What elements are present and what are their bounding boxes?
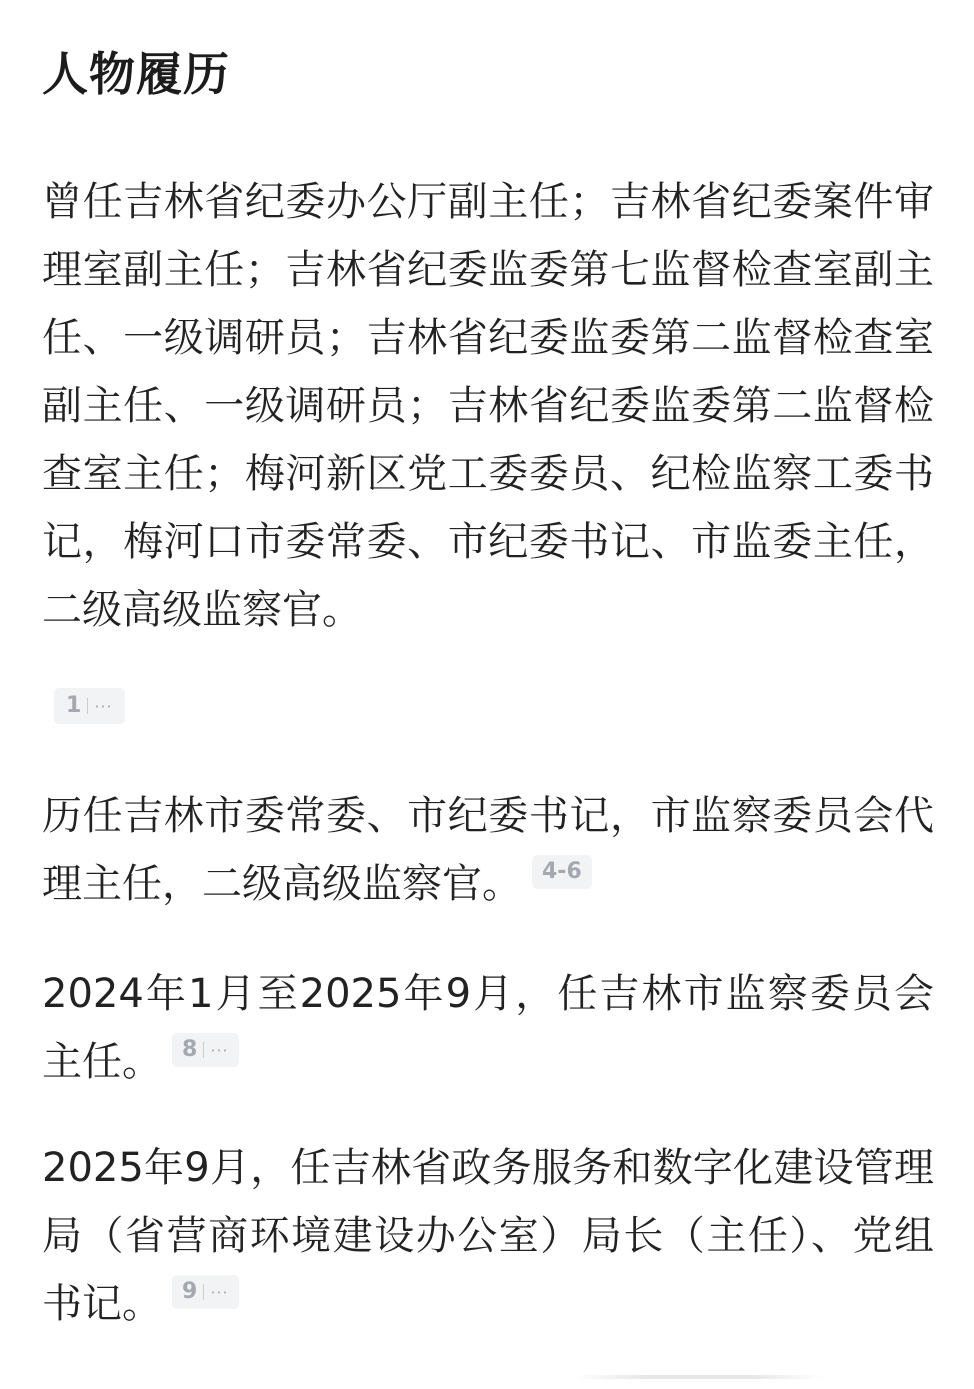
citation-ref-9-number: 9 [182,1279,198,1304]
career-paragraph-2 [42,782,934,918]
scroll-indicator [0,1359,974,1389]
career-paragraph-3 [42,960,934,1096]
career-paragraph-4 [42,1134,934,1338]
career-paragraph-2-text: 历任吉林市委常委、市纪委书记，市监察委员会代理主任，二级高级监察官。 [42,793,934,907]
citation-ref-4-6[interactable] [532,855,592,889]
citation-divider [203,1042,204,1058]
scroll-track [574,1375,824,1379]
section-title: 人物履历 [42,47,230,101]
more-icon: ··· [210,1041,229,1060]
citation-divider [203,1284,204,1300]
more-icon: ··· [210,1283,229,1302]
career-paragraph-1 [42,168,934,644]
citation-ref-1-number: 1 [66,693,82,718]
career-paragraph-3-text: 2024年1月至2025年9月，任吉林市监察委员会主任。 [42,971,934,1085]
citation-ref-8-number: 8 [182,1037,198,1062]
career-paragraph-4-text: 2025年9月，任吉林省政务服务和数字化建设管理局（省营商环境建设办公室）局长（主任）、党组书记。 [42,1145,934,1327]
citation-ref-9[interactable] [172,1275,239,1309]
career-paragraph-1-text: 曾任吉林省纪委办公厅副主任；吉林省纪委案件审理室副主任；吉林省纪委监委第七监督检查室副主任、一级调研员；吉林省纪委监委第二监督检查室副主任、一级调研员；吉林省纪委监委第二监督检查室主任；梅河新区党工委委员、纪检监察工委书记，梅河口市委常委、市纪委书记、市监委主任，二级高级监察官。 [42,179,934,633]
citation-ref-1[interactable] [54,688,125,724]
citation-ref-8[interactable] [172,1033,239,1067]
citation-ref-4-6-number: 4-6 [542,859,582,884]
citation-divider [87,698,88,714]
more-icon: ··· [94,697,113,716]
